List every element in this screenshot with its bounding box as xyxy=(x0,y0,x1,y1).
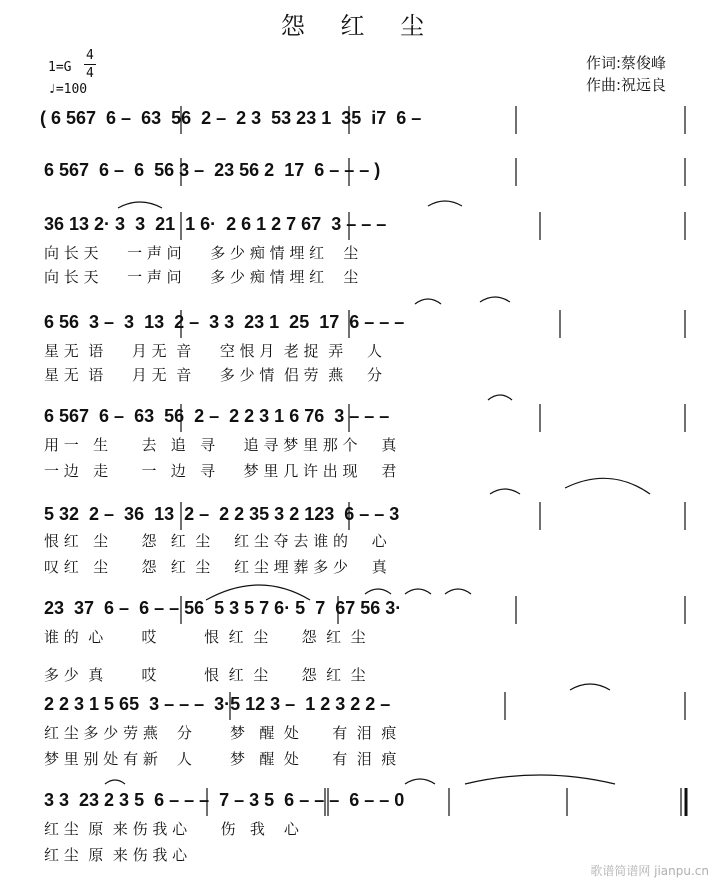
notation-line-9: 3 3 23 2 3 5 6 – – – 7 – 3 5 6 – – – 6 – – 0 xyxy=(44,790,405,810)
notation-line-5: 6 567 6 – 63 56 2 – 2 2 3 1 6 76 3 – – – xyxy=(44,406,390,426)
slur xyxy=(415,299,441,304)
slur xyxy=(565,478,650,494)
slur xyxy=(480,297,510,302)
lyric-line-7a: 谁 的 心 哎 恨 红 尘 怨 红 尘 xyxy=(44,628,366,646)
time-signature-bottom: 4 xyxy=(86,66,94,81)
notation-line-2: 6 567 6 – 6 56 3 – 23 56 2 17 6 – – – ) xyxy=(44,160,381,180)
slur xyxy=(428,201,462,206)
lyric-line-3b: 向 长 天 一 声 问 多 少 痴 情 埋 红 尘 xyxy=(44,268,359,286)
notation-line-1: ( 6 567 6 – 63 56 2 – 2 3 53 23 1 35 i7 6 – xyxy=(40,108,422,128)
watermark: 歌谱简谱网 jianpu.cn xyxy=(590,864,709,878)
slur xyxy=(465,775,615,784)
lyric-line-4a: 星 无 语 月 无 音 空 恨 月 老 捉 弄 人 xyxy=(44,342,383,360)
lyric-line-8a: 红 尘 多 少 劳 燕 分 梦 醒 处 有 泪 痕 xyxy=(44,724,397,742)
notation-line-6: 5 32 2 – 36 13 2 – 2 2 35 3 2 123 6 – – 3 xyxy=(44,504,400,524)
slur xyxy=(365,589,391,594)
key-signature: 1=G xyxy=(48,60,72,75)
lyricist-credit: 作词:蔡俊峰 xyxy=(586,54,667,72)
slur xyxy=(570,684,610,690)
slur xyxy=(445,589,471,594)
song-title: 怨 红 尘 xyxy=(280,12,439,40)
slur xyxy=(405,779,435,784)
lyric-line-6b: 叹 红 尘 怨 红 尘 红 尘 埋 葬 多 少 真 xyxy=(44,558,387,576)
notation-line-8: 2 2 3 1 5 65 3 – – – 3·5 12 3 – 1 2 3 2 2 – xyxy=(44,694,391,714)
lyric-line-7b: 多 少 真 哎 恨 红 尘 怨 红 尘 xyxy=(44,666,366,684)
lyric-line-8b: 梦 里 别 处 有 新 人 梦 醒 处 有 泪 痕 xyxy=(44,750,397,768)
notation-line-4: 6 56 3 – 3 13 2 – 3 3 23 1 25 17 6 – – – xyxy=(44,312,405,332)
slur xyxy=(105,780,125,784)
notation-line-3: 36 13 2· 3 3 21 1 6· 2 6 1 2 7 67 3 – – – xyxy=(44,214,387,234)
lyric-line-6a: 恨 红 尘 怨 红 尘 红 尘 夺 去 谁 的 心 xyxy=(44,532,387,550)
slur xyxy=(405,589,431,594)
lyric-line-5a: 用 一 生 去 追 寻 追 寻 梦 里 那 个 真 xyxy=(44,436,397,454)
tempo-marking: ♩=100 xyxy=(48,82,88,97)
lyric-line-4b: 星 无 语 月 无 音 多 少 情 侣 劳 燕 分 xyxy=(44,366,383,384)
slur xyxy=(118,202,162,208)
notation-line-7: 23 37 6 – 6 – – 56 5 3 5 7 6· 5 7 67 56 3· xyxy=(44,598,402,618)
slur xyxy=(488,395,512,400)
lyric-line-3a: 向 长 天 一 声 问 多 少 痴 情 埋 红 尘 xyxy=(44,244,359,262)
slur xyxy=(206,585,310,600)
lyric-line-9a: 红 尘 原 来 伤 我 心 伤 我 心 xyxy=(44,820,299,838)
lyric-line-9b: 红 尘 原 来 伤 我 心 xyxy=(44,846,188,864)
time-signature-top: 4 xyxy=(86,48,94,63)
lyric-line-5b: 一 边 走 一 边 寻 梦 里 几 许 出 现 君 xyxy=(44,462,397,480)
composer-credit: 作曲:祝远良 xyxy=(586,76,667,94)
slur xyxy=(490,489,520,494)
